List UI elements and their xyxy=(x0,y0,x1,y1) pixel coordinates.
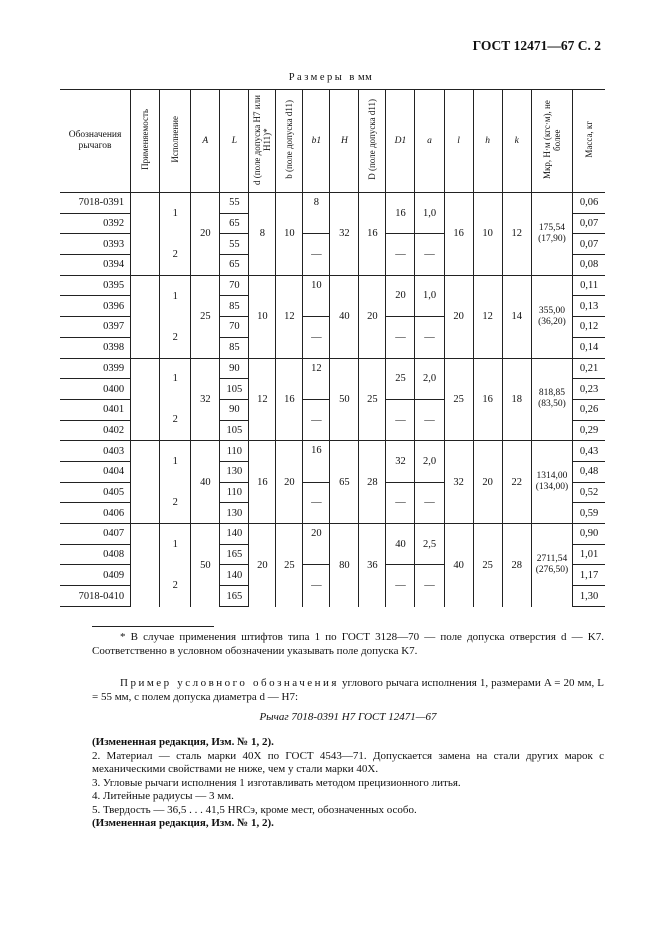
cell-mass: 0,13 xyxy=(573,296,605,317)
row-code: 0408 xyxy=(60,544,131,565)
example-paragraph xyxy=(92,677,604,704)
version-cell: 1 xyxy=(160,193,191,234)
cell-mass: 0,07 xyxy=(573,213,605,234)
torque-value: 175,54 xyxy=(538,222,566,233)
row-code: 0404 xyxy=(60,461,131,482)
note-paragraph: (Измененная редакция, Изм. № 1, 2). xyxy=(92,736,274,748)
cell-a: 2,0 xyxy=(415,358,444,399)
cell-L: 65 xyxy=(220,255,249,276)
cell-mass: 1,17 xyxy=(573,565,605,586)
cell-a: — xyxy=(415,234,444,275)
cell-d: 12 xyxy=(249,358,276,441)
cell-mass: 0,11 xyxy=(573,275,605,296)
cell-b1: 20 xyxy=(303,524,330,565)
note-paragraph: (Измененная редакция, Изм. № 1, 2). xyxy=(92,817,274,829)
caption-spaced: Размеры xyxy=(288,72,345,83)
cell-d: 20 xyxy=(249,524,276,607)
applicability-cell xyxy=(131,524,160,607)
cell-d: 10 xyxy=(249,275,276,358)
version-cell: 1 xyxy=(160,275,191,316)
cell-L: 65 xyxy=(220,213,249,234)
version-cell: 1 xyxy=(160,524,191,565)
cell-L: 55 xyxy=(220,234,249,255)
cell-H: 65 xyxy=(330,441,359,524)
example-text: углового рычага исполнения 1, размерами A = 20 мм, L = 55 мм, с полем допуска диаметра d — H7: xyxy=(92,677,604,703)
cell-mass: 0,14 xyxy=(573,337,605,358)
cell-b1: — xyxy=(303,482,330,523)
cell-M xyxy=(531,358,573,441)
row-code: 0400 xyxy=(60,379,131,400)
cell-D: 36 xyxy=(359,524,386,607)
cell-b: 10 xyxy=(276,193,303,276)
cell-H: 80 xyxy=(330,524,359,607)
cell-k: 22 xyxy=(502,441,531,524)
torque-value: 818,85 xyxy=(538,388,566,399)
cell-L: 105 xyxy=(220,379,249,400)
col-h: h xyxy=(473,90,502,193)
cell-mass: 0,52 xyxy=(573,482,605,503)
cell-L: 90 xyxy=(220,399,249,420)
cell-a: 1,0 xyxy=(415,275,444,316)
cell-l: 25 xyxy=(444,358,473,441)
cell-M xyxy=(531,441,573,524)
cell-l: 16 xyxy=(444,193,473,276)
note-paragraph: 3. Угловые рычаги исполнения 1 изготавливать методом прецизионного литья. xyxy=(92,776,461,789)
row-code: 0396 xyxy=(60,296,131,317)
col-applicability: Применяемость xyxy=(140,109,151,170)
col-M: Mкр, Н·м (кгс·м), не более xyxy=(541,100,562,179)
cell-D1: — xyxy=(386,317,415,358)
cell-mass: 0,59 xyxy=(573,503,605,524)
cell-b1: 16 xyxy=(303,441,330,482)
applicability-cell xyxy=(131,275,160,358)
col-version: Исполнение xyxy=(170,116,181,163)
torque-value-kgf: (276,50) xyxy=(535,565,569,576)
cell-mass: 0,08 xyxy=(573,255,605,276)
row-code: 0409 xyxy=(60,565,131,586)
cell-mass: 0,43 xyxy=(573,441,605,462)
table-caption xyxy=(0,72,661,83)
cell-b1: — xyxy=(303,565,330,607)
cell-L: 110 xyxy=(220,441,249,462)
cell-L: 85 xyxy=(220,337,249,358)
cell-D1: — xyxy=(386,399,415,440)
page-header: ГОСТ 12471—67 С. 2 xyxy=(472,38,601,53)
torque-value: 355,00 xyxy=(538,305,566,316)
note-paragraph: 2. Материал — сталь марки 40Х по ГОСТ 4543—71. Допускается замена на стали других марок с механическими свойствами не ниже, чем у стали марки 40Х. xyxy=(92,749,604,775)
table-row xyxy=(60,193,605,214)
cell-mass: 0,12 xyxy=(573,317,605,338)
cell-h: 12 xyxy=(473,275,502,358)
cell-a: — xyxy=(415,317,444,358)
cell-D: 28 xyxy=(359,441,386,524)
cell-L: 130 xyxy=(220,503,249,524)
cell-a: 2,5 xyxy=(415,524,444,565)
cell-L: 55 xyxy=(220,193,249,214)
torque-value-kgf: (83,50) xyxy=(538,399,566,410)
applicability-cell xyxy=(131,358,160,441)
version-cell: 2 xyxy=(160,234,191,275)
cell-b1: 8 xyxy=(303,193,330,234)
row-code: 0395 xyxy=(60,275,131,296)
cell-L: 70 xyxy=(220,275,249,296)
cell-b: 16 xyxy=(276,358,303,441)
cell-b1: — xyxy=(303,317,330,358)
dimensions-table xyxy=(60,89,605,607)
row-code: 0405 xyxy=(60,482,131,503)
row-code: 0398 xyxy=(60,337,131,358)
cell-b1: 10 xyxy=(303,275,330,316)
cell-mass: 1,30 xyxy=(573,586,605,607)
cell-D1: 20 xyxy=(386,275,415,316)
row-code: 7018-0391 xyxy=(60,193,131,214)
cell-mass: 0,06 xyxy=(573,193,605,214)
row-code: 0403 xyxy=(60,441,131,462)
cell-a: — xyxy=(415,565,444,607)
col-b: b (поле допуска d11) xyxy=(284,100,295,179)
version-cell: 1 xyxy=(160,441,191,482)
cell-k: 18 xyxy=(502,358,531,441)
cell-b1: — xyxy=(303,234,330,275)
cell-b1: 12 xyxy=(303,358,330,399)
note-paragraph: 5. Твердость — 36,5 . . . 41,5 HRCэ, кроме мест, обозначенных особо. xyxy=(92,803,417,816)
cell-D1: 25 xyxy=(386,358,415,399)
cell-A: 25 xyxy=(191,275,220,358)
cell-D1: 40 xyxy=(386,524,415,565)
cell-H: 32 xyxy=(330,193,359,276)
caption-unit: в мм xyxy=(349,72,373,83)
cell-L: 110 xyxy=(220,482,249,503)
example-designation: Рычаг 7018-0391 H7 ГОСТ 12471—67 xyxy=(259,711,437,723)
row-code: 0399 xyxy=(60,358,131,379)
table-header-row xyxy=(60,90,605,193)
cell-D: 25 xyxy=(359,358,386,441)
row-code: 0397 xyxy=(60,317,131,338)
cell-L: 105 xyxy=(220,420,249,441)
col-k: k xyxy=(502,90,531,193)
cell-L: 165 xyxy=(220,586,249,607)
cell-M xyxy=(531,275,573,358)
cell-A: 40 xyxy=(191,441,220,524)
row-code: 0392 xyxy=(60,213,131,234)
row-code: 0406 xyxy=(60,503,131,524)
col-d: d (поле допуска H7 или H11)* xyxy=(252,94,273,185)
cell-L: 70 xyxy=(220,317,249,338)
col-mass: Масса, кг xyxy=(584,121,595,158)
torque-value: 2711,54 xyxy=(536,554,568,565)
cell-D1: 16 xyxy=(386,193,415,234)
example-spaced: Пример условного обозначения xyxy=(120,677,339,689)
cell-L: 90 xyxy=(220,358,249,379)
cell-l: 40 xyxy=(444,524,473,607)
cell-d: 8 xyxy=(249,193,276,276)
cell-D: 16 xyxy=(359,193,386,276)
cell-l: 32 xyxy=(444,441,473,524)
col-H: H xyxy=(330,90,359,193)
footnote: * В случае применения штифтов типа 1 по ГОСТ 3128—70 — поле допуска отверстия d — K7. Соответственно в условном обозначении указывать поле допуска K7. xyxy=(92,631,604,657)
torque-value: 1314,00 xyxy=(536,471,568,482)
cell-b: 25 xyxy=(276,524,303,607)
cell-D1: — xyxy=(386,565,415,607)
note-paragraph: 4. Литейные радиусы — 3 мм. xyxy=(92,790,234,802)
cell-H: 50 xyxy=(330,358,359,441)
cell-b1: — xyxy=(303,399,330,440)
torque-value-kgf: (17,90) xyxy=(538,233,566,244)
col-L: L xyxy=(220,90,249,193)
col-D1: D1 xyxy=(386,90,415,193)
row-code: 7018-0410 xyxy=(60,586,131,607)
version-cell: 2 xyxy=(160,317,191,358)
cell-h: 25 xyxy=(473,524,502,607)
applicability-cell xyxy=(131,193,160,276)
cell-M xyxy=(531,193,573,276)
cell-k: 12 xyxy=(502,193,531,276)
cell-D1: — xyxy=(386,234,415,275)
cell-L: 85 xyxy=(220,296,249,317)
cell-k: 28 xyxy=(502,524,531,607)
cell-A: 20 xyxy=(191,193,220,276)
row-code: 0401 xyxy=(60,399,131,420)
cell-b: 20 xyxy=(276,441,303,524)
cell-L: 165 xyxy=(220,544,249,565)
cell-A: 50 xyxy=(191,524,220,607)
cell-a: — xyxy=(415,399,444,440)
cell-h: 16 xyxy=(473,358,502,441)
table-row xyxy=(60,441,605,462)
col-D: D (поле допуска d11) xyxy=(367,99,378,180)
col-b1: b1 xyxy=(303,90,330,193)
cell-L: 140 xyxy=(220,524,249,545)
cell-mass: 0,21 xyxy=(573,358,605,379)
notes xyxy=(92,736,604,831)
cell-mass: 1,01 xyxy=(573,544,605,565)
cell-l: 20 xyxy=(444,275,473,358)
cell-mass: 0,26 xyxy=(573,399,605,420)
cell-D: 20 xyxy=(359,275,386,358)
cell-h: 20 xyxy=(473,441,502,524)
cell-b: 12 xyxy=(276,275,303,358)
cell-L: 130 xyxy=(220,461,249,482)
cell-mass: 0,07 xyxy=(573,234,605,255)
cell-mass: 0,29 xyxy=(573,420,605,441)
torque-value-kgf: (134,00) xyxy=(535,482,569,493)
row-code: 0393 xyxy=(60,234,131,255)
cell-D1: — xyxy=(386,482,415,523)
table-row xyxy=(60,524,605,545)
cell-h: 10 xyxy=(473,193,502,276)
version-cell: 1 xyxy=(160,358,191,399)
footnote-rule xyxy=(92,626,214,627)
row-code: 0394 xyxy=(60,255,131,276)
col-a: a xyxy=(415,90,444,193)
version-cell: 2 xyxy=(160,482,191,523)
version-cell: 2 xyxy=(160,565,191,607)
cell-D1: 32 xyxy=(386,441,415,482)
cell-H: 40 xyxy=(330,275,359,358)
col-designation: Обозначения рычагов xyxy=(60,90,131,193)
cell-mass: 0,90 xyxy=(573,524,605,545)
row-code: 0407 xyxy=(60,524,131,545)
cell-mass: 0,48 xyxy=(573,461,605,482)
cell-a: 2,0 xyxy=(415,441,444,482)
cell-d: 16 xyxy=(249,441,276,524)
cell-k: 14 xyxy=(502,275,531,358)
cell-a: 1,0 xyxy=(415,193,444,234)
version-cell: 2 xyxy=(160,399,191,440)
row-code: 0402 xyxy=(60,420,131,441)
cell-mass: 0,23 xyxy=(573,379,605,400)
col-l: l xyxy=(444,90,473,193)
applicability-cell xyxy=(131,441,160,524)
table-row xyxy=(60,275,605,296)
cell-L: 140 xyxy=(220,565,249,586)
table-row xyxy=(60,358,605,379)
col-A: A xyxy=(191,90,220,193)
cell-A: 32 xyxy=(191,358,220,441)
cell-M xyxy=(531,524,573,607)
torque-value-kgf: (36,20) xyxy=(538,316,566,327)
cell-a: — xyxy=(415,482,444,523)
